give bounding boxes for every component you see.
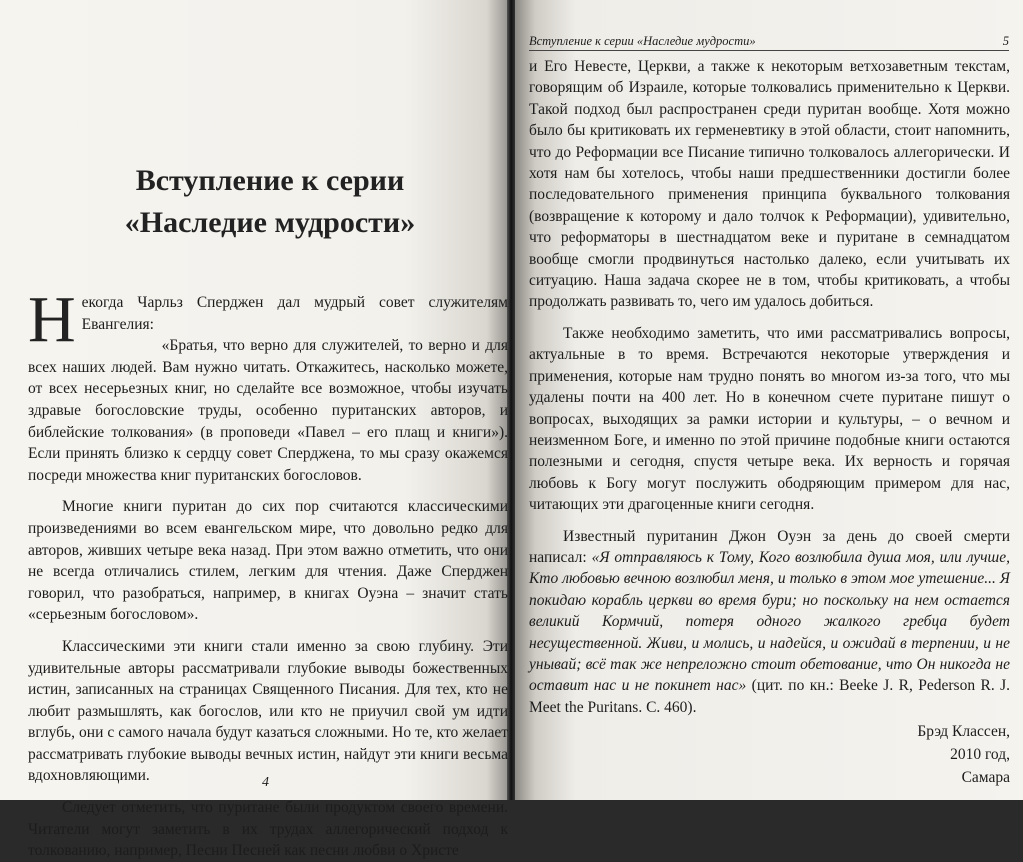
paragraph-depth: Классическими эти книги стали именно за свою глубину. Эти удивительные авторы рассматривали глубокие выводы божественных истин, записанных на страницах Священного Писания. Для тех, кто не любит размышлять, как богослов, или кто не приучил свой ум идти вглубь, они с самого начала будут казаться сложными. Но те, кто желает рассматривать глубокие выводы вечных истин, найдут эти книги весьма вдохновляющими. (28, 637, 508, 785)
paragraph-allegory: и Его Невесте, Церкви, а также к некоторым ветхозаветным текстам, говорящим об Израиле, которые толковались применительно к Церкви. Такой подход был распространен среди пуритан вообще. Хотя можно было бы критиковать их герменевтику в этой области, стоит напомнить, что до Реформации все Писание типично толковалось аллегорически. И хотя нам бы хотелось, чтобы наши предшественники достигли более последовательного применения принципа буквального толкования (возвращение к которому и дало толчок к Реформации), удивительно, что реформаторы в шестнадцатом веке и пуритане в семнадцатом вообще смогли продвинуться настолько далеко, если учитывать их ситуацию. Наша задача скорее не в том, чтобы критиковать, а чтобы продолжать развивать то, чего им удалось добиться. (529, 58, 1010, 311)
right-page (515, 0, 1023, 800)
paragraph-classics: Многие книги пуритан до сих пор считаются классическими произведениями во всем евангельском мире, что довольно редко для авторов, живших четыре века назад. При этом важно отметить, что они не всегда отличались стилем, легким для чтения. Даже Сперджен говорил, что разобраться, например, в книгах Оуэна – значит стать «серьезным богословом». (28, 498, 508, 624)
paragraph-owen (529, 526, 1010, 719)
paragraph-intro-text: екогда Чарльз Сперджен дал мудрый совет служителям Евангелия: (81, 294, 508, 333)
signature-name: Брэд Классен, (917, 723, 1010, 741)
signature-year: 2010 год, (950, 746, 1010, 764)
page-number-left: 4 (262, 775, 269, 790)
chapter-title (60, 160, 480, 244)
paragraph-spurgeon-quote: «Братья, что верно для служителей, то верно и для всех наших людей. Вам нужно читать. Откажитесь, насколько можете, от всех несерьезных книг, но сделайте все возможное, чтобы изучать здравые богословские труды, особенно пуританских авторов, и библейские толкования» (в проповеди «Павел – его плащ и книги»). Если принять близко к сердцу совет Сперджена, то мы сразу окажемся посреди множества книг пуританских богословов. (28, 337, 508, 484)
book-gutter (507, 0, 515, 800)
signature-city: Самара (961, 769, 1010, 787)
running-head (529, 34, 1009, 51)
signature-block (529, 720, 1010, 789)
paragraph-intro (28, 283, 508, 356)
running-head-title: Вступление к серии «Наследие мудрости» (529, 34, 756, 48)
owen-citation: (цит. по кн.: Beeke J. R, Pederson R. J. Meet the Puritans. C. 460). (529, 677, 1011, 716)
chapter-title-line1: Вступление к серии (135, 164, 405, 197)
paragraph-relevance: Также необходимо заметить, что ими рассматривались вопросы, актуальные в то время. Встречаются некоторые утверждения и применения, которые нам трудно понять во многом из-за того, что мы удалены почти на 400 лет. Но в конечном счете пуритане пишут о вопросах, выходящих за рамки истории и культуры, – о вечном и неизменном Боге, и именно по этой причине подобные книги остаются полезными и сегодня, спустя четыре века. Их верность и горячая любовь к Богу могут послужить ободряющим примером для нас, читающих эти драгоценные книги сегодня. (529, 324, 1010, 514)
chapter-title-line2: «Наследие мудрости» (124, 206, 416, 239)
paragraph-products-of-time: Следует отметить, что пуритане были продуктом своего времени. Читатели могут заметить в их трудах аллегорический подход к толкованию, например, Песни Песней как песни любви о Христе (28, 799, 508, 860)
owen-lead: Известный пуританин Джон Оуэн за день до своей смерти написал: (529, 527, 1010, 566)
left-page (0, 0, 508, 860)
owen-quote: «Я отправляюсь к Тому, Кого возлюбила душа моя, или лучше, Кто любовью вечною возлюбил меня, и только в этом мое утешение... Я покидаю корабль церкви во время бури; но поскольку на нем остается великий Кормчий, потеря одного жалкого гребца будет несущественной. Живи, и молись, и надейся, и ожидай в терпении, и не унывай; всё так же непреложно стоит обетование, что Он никогда не оставит нас и не покинет нас» (529, 548, 1010, 695)
right-page-body (529, 56, 1010, 789)
page-number-right: 5 (1002, 34, 1009, 48)
drop-cap: Н (28, 283, 76, 356)
